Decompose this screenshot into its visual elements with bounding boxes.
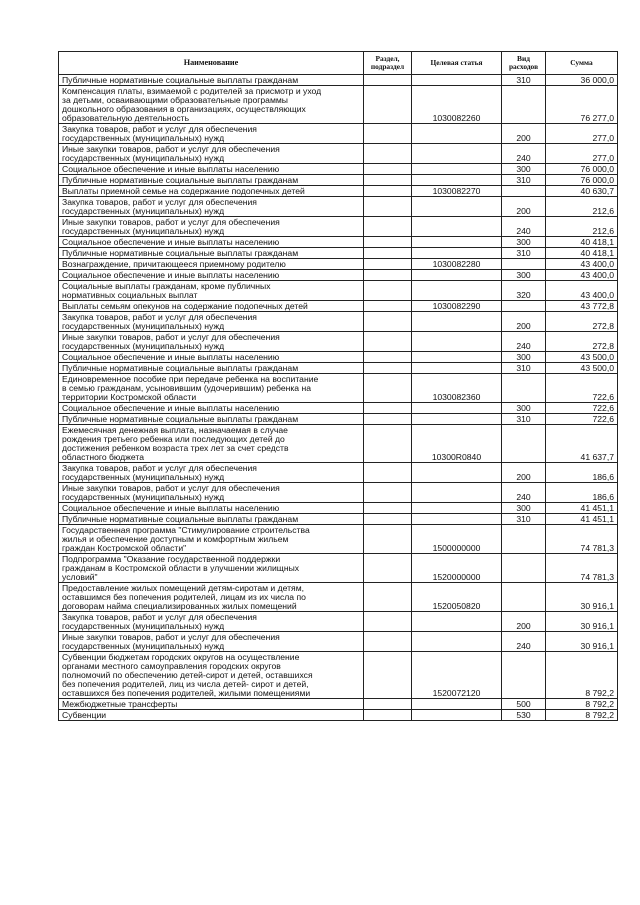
table-row	[59, 197, 618, 217]
cell-sum: 76 000,0	[546, 164, 618, 175]
header-sum: Сумма	[546, 52, 618, 75]
cell-target: 1520050820	[412, 583, 502, 612]
cell-type: 530	[502, 710, 546, 721]
cell-section	[364, 259, 412, 270]
table-row	[59, 632, 618, 652]
table-row	[59, 237, 618, 248]
cell-name: Социальное обеспечение и иные выплаты населению	[59, 403, 364, 414]
cell-section	[364, 332, 412, 352]
cell-name: Межбюджетные трансферты	[59, 699, 364, 710]
cell-sum: 74 781,3	[546, 554, 618, 583]
cell-sum: 722,6	[546, 414, 618, 425]
cell-name: Субвенции	[59, 710, 364, 721]
cell-section	[364, 525, 412, 554]
cell-type: 300	[502, 270, 546, 281]
cell-section	[364, 186, 412, 197]
cell-target	[412, 312, 502, 332]
cell-sum: 40 418,1	[546, 237, 618, 248]
cell-section	[364, 312, 412, 332]
cell-section	[364, 483, 412, 503]
cell-section	[364, 583, 412, 612]
table-body	[59, 75, 618, 721]
table-row	[59, 248, 618, 259]
table-row	[59, 301, 618, 312]
cell-target	[412, 281, 502, 301]
cell-type: 300	[502, 403, 546, 414]
cell-sum: 41 451,1	[546, 503, 618, 514]
cell-name: Предоставление жилых помещений детям-сиротам и детям, оставшимся без попечения родителей, лицам из их числа по договорам найма специализированных жилых помещений	[59, 583, 364, 612]
cell-type	[502, 554, 546, 583]
table-row	[59, 175, 618, 186]
table-row	[59, 75, 618, 86]
table-row	[59, 612, 618, 632]
table-row	[59, 425, 618, 463]
cell-name: Вознаграждение, причитающееся приемному родителю	[59, 259, 364, 270]
cell-section	[364, 301, 412, 312]
cell-target: 1520000000	[412, 554, 502, 583]
table-row	[59, 270, 618, 281]
cell-sum: 74 781,3	[546, 525, 618, 554]
cell-target: 10300R0840	[412, 425, 502, 463]
cell-target	[412, 217, 502, 237]
cell-sum: 212,6	[546, 197, 618, 217]
cell-type	[502, 259, 546, 270]
cell-target: 1030082270	[412, 186, 502, 197]
cell-target	[412, 514, 502, 525]
cell-sum: 30 916,1	[546, 583, 618, 612]
table-row	[59, 312, 618, 332]
cell-type: 310	[502, 175, 546, 186]
cell-type: 310	[502, 248, 546, 259]
cell-type: 200	[502, 612, 546, 632]
cell-section	[364, 281, 412, 301]
table-row	[59, 583, 618, 612]
cell-name: Закупка товаров, работ и услуг для обеспечения государственных (муниципальных) нужд	[59, 612, 364, 632]
cell-target	[412, 414, 502, 425]
budget-table	[58, 51, 618, 721]
table-row	[59, 217, 618, 237]
cell-type: 310	[502, 363, 546, 374]
cell-type: 320	[502, 281, 546, 301]
header-type: Вид расходов	[502, 52, 546, 75]
cell-name: Ежемесячная денежная выплата, назначаемая в случае рождения третьего ребенка или последующих детей до достижения ребенком возраста трех лет за счет средств областного бюджета	[59, 425, 364, 463]
cell-name: Публичные нормативные социальные выплаты гражданам	[59, 363, 364, 374]
cell-section	[364, 652, 412, 699]
cell-sum: 40 630,7	[546, 186, 618, 197]
cell-section	[364, 237, 412, 248]
cell-type: 300	[502, 164, 546, 175]
header-name: Наименование	[59, 52, 364, 75]
cell-sum: 212,6	[546, 217, 618, 237]
cell-section	[364, 75, 412, 86]
cell-target	[412, 197, 502, 217]
table-row	[59, 652, 618, 699]
cell-type: 200	[502, 312, 546, 332]
cell-target	[412, 710, 502, 721]
cell-name: Иные закупки товаров, работ и услуг для обеспечения государственных (муниципальных) нужд	[59, 632, 364, 652]
cell-target	[412, 363, 502, 374]
cell-sum: 43 400,0	[546, 281, 618, 301]
cell-sum: 40 418,1	[546, 248, 618, 259]
cell-name: Закупка товаров, работ и услуг для обеспечения государственных (муниципальных) нужд	[59, 124, 364, 144]
cell-type: 500	[502, 699, 546, 710]
cell-section	[364, 612, 412, 632]
cell-target	[412, 483, 502, 503]
cell-sum: 8 792,2	[546, 699, 618, 710]
table-row	[59, 514, 618, 525]
cell-type: 240	[502, 217, 546, 237]
table-row	[59, 374, 618, 403]
cell-type: 240	[502, 483, 546, 503]
cell-name: Закупка товаров, работ и услуг для обеспечения государственных (муниципальных) нужд	[59, 197, 364, 217]
table-row	[59, 463, 618, 483]
cell-sum: 36 000,0	[546, 75, 618, 86]
cell-target: 1030082260	[412, 86, 502, 124]
cell-target	[412, 75, 502, 86]
cell-section	[364, 248, 412, 259]
cell-section	[364, 217, 412, 237]
cell-section	[364, 352, 412, 363]
cell-name: Компенсация платы, взимаемой с родителей за присмотр и уход за детьми, осваивающими образовательные программы дошкольного образования в организациях, осуществляющих образовательную деятельность	[59, 86, 364, 124]
cell-name: Подпрограмма "Оказание государственной поддержки гражданам в Костромской области в улучшении жилищных условий"	[59, 554, 364, 583]
cell-sum: 41 451,1	[546, 514, 618, 525]
cell-target	[412, 124, 502, 144]
cell-sum: 186,6	[546, 483, 618, 503]
cell-target	[412, 612, 502, 632]
cell-type	[502, 425, 546, 463]
cell-name: Единовременное пособие при передаче ребенка на воспитание в семью гражданам, усыновившим (удочерившим) ребенка на территории Костромской области	[59, 374, 364, 403]
cell-name: Государственная программа "Стимулирование строительства жилья и обеспечение доступным и комфортным жильем граждан Костромской области"	[59, 525, 364, 554]
cell-type: 240	[502, 632, 546, 652]
cell-type: 310	[502, 514, 546, 525]
cell-target	[412, 175, 502, 186]
cell-sum: 277,0	[546, 144, 618, 164]
cell-type: 200	[502, 124, 546, 144]
cell-section	[364, 699, 412, 710]
cell-sum: 30 916,1	[546, 612, 618, 632]
cell-section	[364, 710, 412, 721]
cell-type	[502, 301, 546, 312]
cell-sum: 722,6	[546, 403, 618, 414]
cell-section	[364, 164, 412, 175]
cell-name: Публичные нормативные социальные выплаты гражданам	[59, 175, 364, 186]
cell-target	[412, 237, 502, 248]
table-row	[59, 332, 618, 352]
cell-section	[364, 86, 412, 124]
cell-sum: 41 637,7	[546, 425, 618, 463]
table-row	[59, 483, 618, 503]
table-row	[59, 124, 618, 144]
cell-target	[412, 332, 502, 352]
cell-sum: 76 277,0	[546, 86, 618, 124]
cell-name: Публичные нормативные социальные выплаты гражданам	[59, 514, 364, 525]
cell-type	[502, 652, 546, 699]
cell-section	[364, 414, 412, 425]
table-row	[59, 259, 618, 270]
cell-target	[412, 164, 502, 175]
cell-target	[412, 503, 502, 514]
cell-type	[502, 583, 546, 612]
cell-name: Иные закупки товаров, работ и услуг для обеспечения государственных (муниципальных) нужд	[59, 483, 364, 503]
cell-section	[364, 124, 412, 144]
table-row	[59, 414, 618, 425]
cell-sum: 8 792,2	[546, 652, 618, 699]
cell-target	[412, 699, 502, 710]
cell-sum: 272,8	[546, 332, 618, 352]
cell-sum: 43 400,0	[546, 270, 618, 281]
cell-type	[502, 525, 546, 554]
cell-section	[364, 363, 412, 374]
cell-name: Публичные нормативные социальные выплаты гражданам	[59, 248, 364, 259]
cell-type	[502, 186, 546, 197]
cell-section	[364, 463, 412, 483]
cell-target	[412, 352, 502, 363]
cell-section	[364, 197, 412, 217]
cell-section	[364, 144, 412, 164]
cell-sum: 43 500,0	[546, 352, 618, 363]
table-row	[59, 699, 618, 710]
cell-sum: 43 500,0	[546, 363, 618, 374]
cell-name: Иные закупки товаров, работ и услуг для обеспечения государственных (муниципальных) нужд	[59, 144, 364, 164]
cell-sum: 272,8	[546, 312, 618, 332]
cell-target: 1030082360	[412, 374, 502, 403]
cell-sum: 277,0	[546, 124, 618, 144]
cell-name: Публичные нормативные социальные выплаты гражданам	[59, 75, 364, 86]
cell-section	[364, 554, 412, 583]
table-row	[59, 503, 618, 514]
cell-name: Социальное обеспечение и иные выплаты населению	[59, 164, 364, 175]
table-row	[59, 363, 618, 374]
cell-target	[412, 248, 502, 259]
cell-name: Иные закупки товаров, работ и услуг для обеспечения государственных (муниципальных) нужд	[59, 217, 364, 237]
cell-type: 200	[502, 197, 546, 217]
cell-name: Субвенции бюджетам городских округов на осуществление органами местного самоуправления городских округов полномочий по обеспечению детей-сирот и детей, оставшихся без попечения родителей, лиц из числа детей- сирот и детей, оставшихся без попечения родителей, жилыми помещениями	[59, 652, 364, 699]
cell-target: 1520072120	[412, 652, 502, 699]
cell-sum: 8 792,2	[546, 710, 618, 721]
cell-name: Социальное обеспечение и иные выплаты населению	[59, 270, 364, 281]
table-row	[59, 144, 618, 164]
table-row	[59, 710, 618, 721]
cell-sum: 722,6	[546, 374, 618, 403]
cell-section	[364, 403, 412, 414]
cell-section	[364, 514, 412, 525]
cell-type: 200	[502, 463, 546, 483]
cell-type: 240	[502, 144, 546, 164]
cell-section	[364, 632, 412, 652]
cell-name: Социальные выплаты гражданам, кроме публичных нормативных социальных выплат	[59, 281, 364, 301]
cell-sum: 43 772,8	[546, 301, 618, 312]
cell-sum: 76 000,0	[546, 175, 618, 186]
table-row	[59, 352, 618, 363]
cell-name: Социальное обеспечение и иные выплаты населению	[59, 352, 364, 363]
cell-section	[364, 425, 412, 463]
cell-type: 300	[502, 503, 546, 514]
table-row	[59, 554, 618, 583]
cell-name: Социальное обеспечение и иные выплаты населению	[59, 503, 364, 514]
cell-section	[364, 270, 412, 281]
cell-target	[412, 463, 502, 483]
cell-target	[412, 270, 502, 281]
cell-target: 1030082290	[412, 301, 502, 312]
cell-type	[502, 374, 546, 403]
cell-type: 240	[502, 332, 546, 352]
cell-target	[412, 403, 502, 414]
table-row	[59, 525, 618, 554]
header-target: Целевая статья	[412, 52, 502, 75]
cell-sum: 186,6	[546, 463, 618, 483]
cell-type: 300	[502, 237, 546, 248]
cell-name: Выплаты семьям опекунов на содержание подопечных детей	[59, 301, 364, 312]
table-header-row	[59, 52, 618, 75]
cell-sum: 43 400,0	[546, 259, 618, 270]
cell-type: 310	[502, 75, 546, 86]
cell-target	[412, 632, 502, 652]
table-row	[59, 86, 618, 124]
cell-type: 310	[502, 414, 546, 425]
cell-type	[502, 86, 546, 124]
table-row	[59, 403, 618, 414]
table-row	[59, 281, 618, 301]
cell-name: Закупка товаров, работ и услуг для обеспечения государственных (муниципальных) нужд	[59, 312, 364, 332]
table-row	[59, 164, 618, 175]
cell-section	[364, 374, 412, 403]
cell-sum: 30 916,1	[546, 632, 618, 652]
cell-target: 1030082280	[412, 259, 502, 270]
cell-name: Социальное обеспечение и иные выплаты населению	[59, 237, 364, 248]
cell-target: 1500000000	[412, 525, 502, 554]
cell-name: Иные закупки товаров, работ и услуг для обеспечения государственных (муниципальных) нужд	[59, 332, 364, 352]
table-row	[59, 186, 618, 197]
cell-name: Выплаты приемной семье на содержание подопечных детей	[59, 186, 364, 197]
cell-name: Публичные нормативные социальные выплаты гражданам	[59, 414, 364, 425]
cell-name: Закупка товаров, работ и услуг для обеспечения государственных (муниципальных) нужд	[59, 463, 364, 483]
cell-section	[364, 503, 412, 514]
cell-target	[412, 144, 502, 164]
header-section: Раздел, подраздел	[364, 52, 412, 75]
cell-type: 300	[502, 352, 546, 363]
cell-section	[364, 175, 412, 186]
